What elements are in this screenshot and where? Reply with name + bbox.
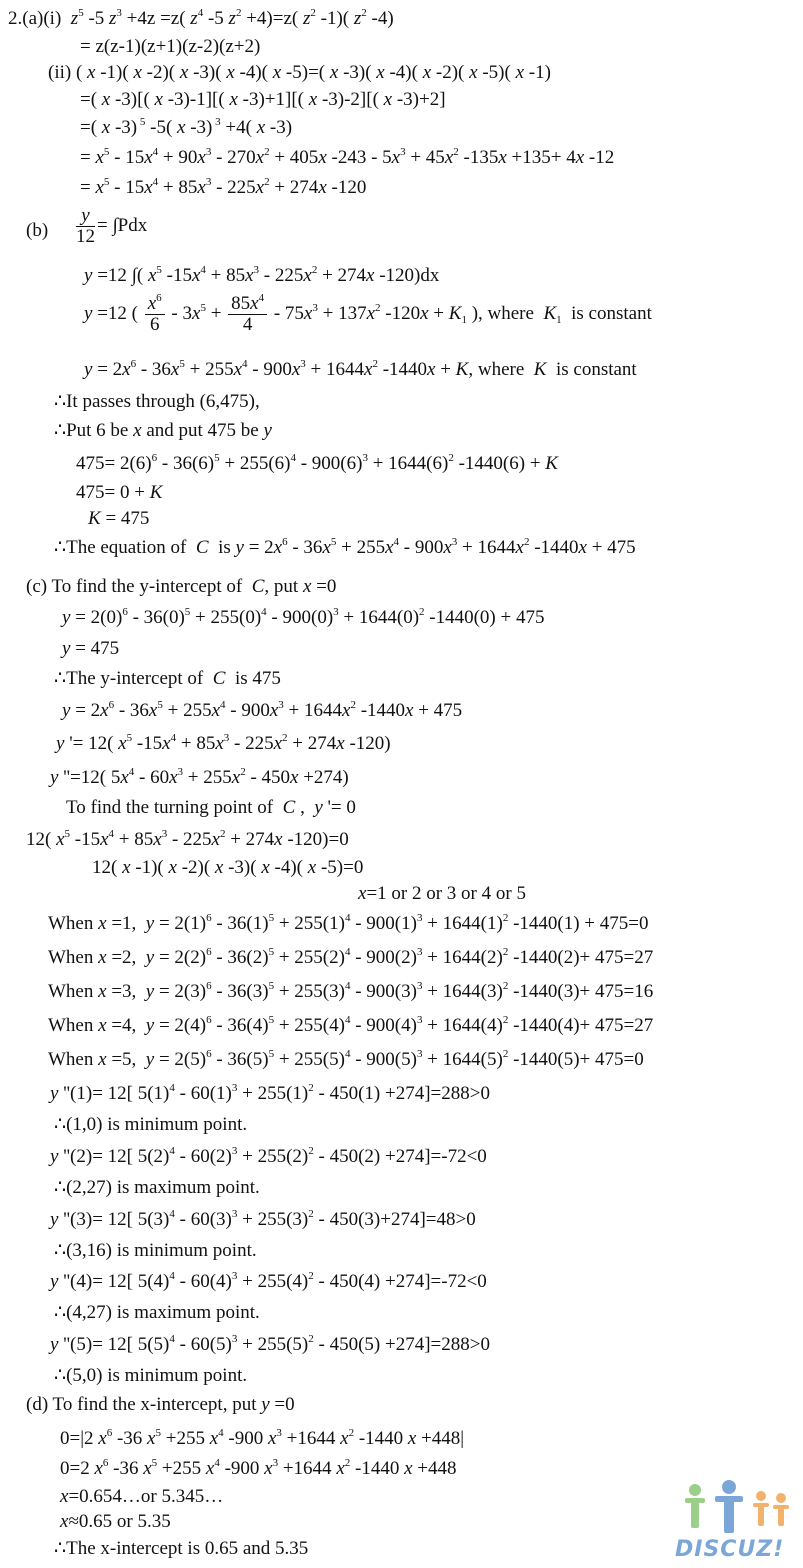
line-when-3: When x =3, $y = 2(3)^6 - 36(3)^5 + 255(3)^4 - 900(3)^3 + 1644(3)^2$ -1440(3)+ 475=16	[48, 980, 654, 1002]
line-a-ii-3: =( x -3) $^5$ -5( x -3) $^3$ +4( x -3)	[80, 116, 293, 138]
line-b-1: $\frac{y}{12}$ = ∫Pdx	[76, 205, 148, 247]
line-c-2: y = 475	[62, 638, 120, 659]
line-min-1: ∴(1,0) is minimum point.	[54, 1114, 248, 1135]
line-d-title: (d) To find the x-intercept, put y =0	[26, 1394, 295, 1415]
line-d-3: x=0.654…or 5.345…	[60, 1486, 224, 1507]
line-c-1: $y = 2(0)^6 - 36(0)^5 + 255(0)^4 - 900(0)^3 + 1644(0)^2$ -1440(0) + 475	[62, 606, 545, 628]
line-b-3: y =12 ( $\frac{x^6}{6}$ - $3x^5$ + $\frac{85x^4}{4}$ - $75x^3 + 137x^2$ $-120x + K_1$ ), where $K_1$ is constant	[84, 292, 652, 335]
label-a-ii: (ii)	[48, 62, 72, 83]
line-d-1: 0=|2 $x^6$ -36 $x^5 +255$ $x^4$ -900 $x^3 +1644$ $x^2$ -1440 x +448|	[60, 1427, 465, 1449]
line-c-6: 12( $x^5$ $-15x^4 + 85x^3 - 225x^2 + 274x$ -120)=0	[26, 828, 349, 850]
line-c-turn: To find the turning point of C , y '= 0	[66, 797, 356, 818]
fraction-85x4-4: $\frac{85x^4}{4}$	[228, 294, 267, 335]
integral-pdx: ∫Pdx	[112, 214, 148, 236]
line-b-put: ∴Put 6 be x and put 475 be y	[54, 420, 272, 441]
line-c-4: y '= 12( $x^5$ $-15x^4 + 85x^3 - 225x^2 + 274x$ -120)	[56, 732, 391, 754]
label-b: (b)	[26, 220, 49, 241]
line-when-5: When x =5, $y = 2(5)^6 - 36(5)^5 + 255(5)^4 - 900(5)^3 + 1644(5)^2$ -1440(5)+ 475=0	[48, 1048, 644, 1070]
fraction-x6-6: $\frac{x^6}{6}$	[145, 294, 165, 335]
people-logo-icon	[671, 1480, 799, 1540]
line-y2-3: y ''(3)= 12[ $5(3)^4 - 60(3)^3 + 255(3)^2 - 450(3)+274]=48>0$	[50, 1208, 476, 1230]
line-c-3: $y = 2x^6 - 36x^5 + 255x^4 - 900x^3 + 1644x^2$ -1440x + 475	[62, 699, 463, 721]
line-c-title: (c) To find the y-intercept of C, put x =0	[26, 576, 337, 597]
label-a-i: 2.(a)(i)	[8, 8, 62, 29]
line-when-2: When x =2, $y = 2(2)^6 - 36(2)^5 + 255(2)^4 - 900(2)^3 + 1644(2)^2$ -1440(2)+ 475=27	[48, 946, 654, 968]
line-d-2: 0=2 $x^6$ -36 $x^5 +255$ $x^4$ -900 $x^3 +1644$ $x^2$ -1440 x +448	[60, 1457, 457, 1479]
line-a-ii: (ii) ( x -1)( x -2)( x -3)( x -4)( x -5)=( x -3)( x -4)( x -2)( x -5)( x -1)	[48, 62, 551, 83]
line-c-5: y ''=12( $5x^4 - 60x^3 + 255x^2 - 450x +274$)	[50, 766, 349, 788]
line-y2-4: y ''(4)= 12[ $5(4)^4 - 60(4)^3 + 255(4)^2 - 450(4) +274]=-72<0$	[50, 1270, 487, 1292]
line-b-5: $475= 2(6)^6 - 36(6)^5 + 255(6)^4 - 900(6)^3 + 1644(6)^2$ -1440(6) + K	[76, 452, 558, 474]
line-c-8: x=1 or 2 or 3 or 4 or 5	[358, 883, 526, 904]
line-b-7: K = 475	[88, 508, 150, 529]
line-c-7: 12( x -1)( x -2)( x -3)( x -4)( x -5)=0	[92, 857, 364, 878]
line-b-4: $y = 2x^6 - 36x^5 + 255x^4 - 900x^3 + 1644x^2$ -1440x + K, where K is constant	[84, 358, 637, 380]
line-min-5: ∴(5,0) is minimum point.	[54, 1365, 248, 1386]
line-a-ii-4: = $x^5 - 15x^4 + 90x^3 - 270x^2 + 405x$ $-243 - 5x^3 + 45x^2$ -135x +135+ 4x -12	[80, 146, 615, 168]
line-y2-2: y ''(2)= 12[ $5(2)^4 - 60(2)^3 + 255(2)^2 - 450(2) +274]=-72<0$	[50, 1145, 487, 1167]
line-max-2: ∴(2,27) is maximum point.	[54, 1177, 260, 1198]
line-c-yint: ∴The y-intercept of C is 475	[54, 668, 281, 689]
line-when-4: When x =4, $y = 2(4)^6 - 36(4)^5 + 255(4)^4 - 900(4)^3 + 1644(4)^2$ -1440(4)+ 475=27	[48, 1014, 654, 1036]
watermark-text: DISCUZ!	[675, 1537, 785, 1562]
line-a-ii-2: =( x -3)[( x -3)-1][( x -3)+1][( x -3)-2][( x -3)+2]	[80, 89, 446, 110]
line-b-passes: ∴It passes through (6,475),	[54, 391, 260, 412]
fraction-y-12: $\frac{y}{12}$	[76, 205, 95, 247]
line-b-6: 475= 0 + K	[76, 482, 163, 503]
discuz-watermark	[671, 1480, 799, 1562]
line-a-i: 2.(a)(i) $z^5$ -5 $z^3 +4z =z$( $z^4$ -5 $z^2 +4)=z$( $z^2$ -1)( $z^2$ -4)	[8, 7, 394, 29]
line-d-final: ∴The x-intercept is 0.65 and 5.35	[54, 1538, 309, 1559]
line-d-4: x≈0.65 or 5.35	[60, 1511, 171, 1532]
line-b-eq: ∴The equation of C is $y = 2x^6 - 36x^5 + 255x^4 - 900x^3 + 1644x^2$ -1440x + 475	[54, 536, 636, 558]
line-y2-5: y ''(5)= 12[ $5(5)^4 - 60(5)^3 + 255(5)^2 - 450(5) +274]=288>0$	[50, 1333, 490, 1355]
line-min-3: ∴(3,16) is minimum point.	[54, 1240, 257, 1261]
line-b-2: y =12 ∫( $x^5$ $-15x^4 + 85x^3 - 225x^2 + 274x$ -120)dx	[84, 264, 440, 286]
line-when-1: When x =1, $y = 2(1)^6 - 36(1)^5 + 255(1)^4 - 900(1)^3 + 1644(1)^2$ -1440(1) + 475=0	[48, 912, 649, 934]
line-y2-1: y ''(1)= 12[ $5(1)^4 - 60(1)^3 + 255(1)^2 - 450(1) +274]=288>0$	[50, 1082, 490, 1104]
line-a-i-2: = z(z-1)(z+1)(z-2)(z+2)	[80, 36, 261, 57]
line-a-ii-5: = $x^5 - 15x^4 + 85x^3 - 225x^2 + 274x$ -120	[80, 176, 367, 198]
line-max-4: ∴(4,27) is maximum point.	[54, 1302, 260, 1323]
